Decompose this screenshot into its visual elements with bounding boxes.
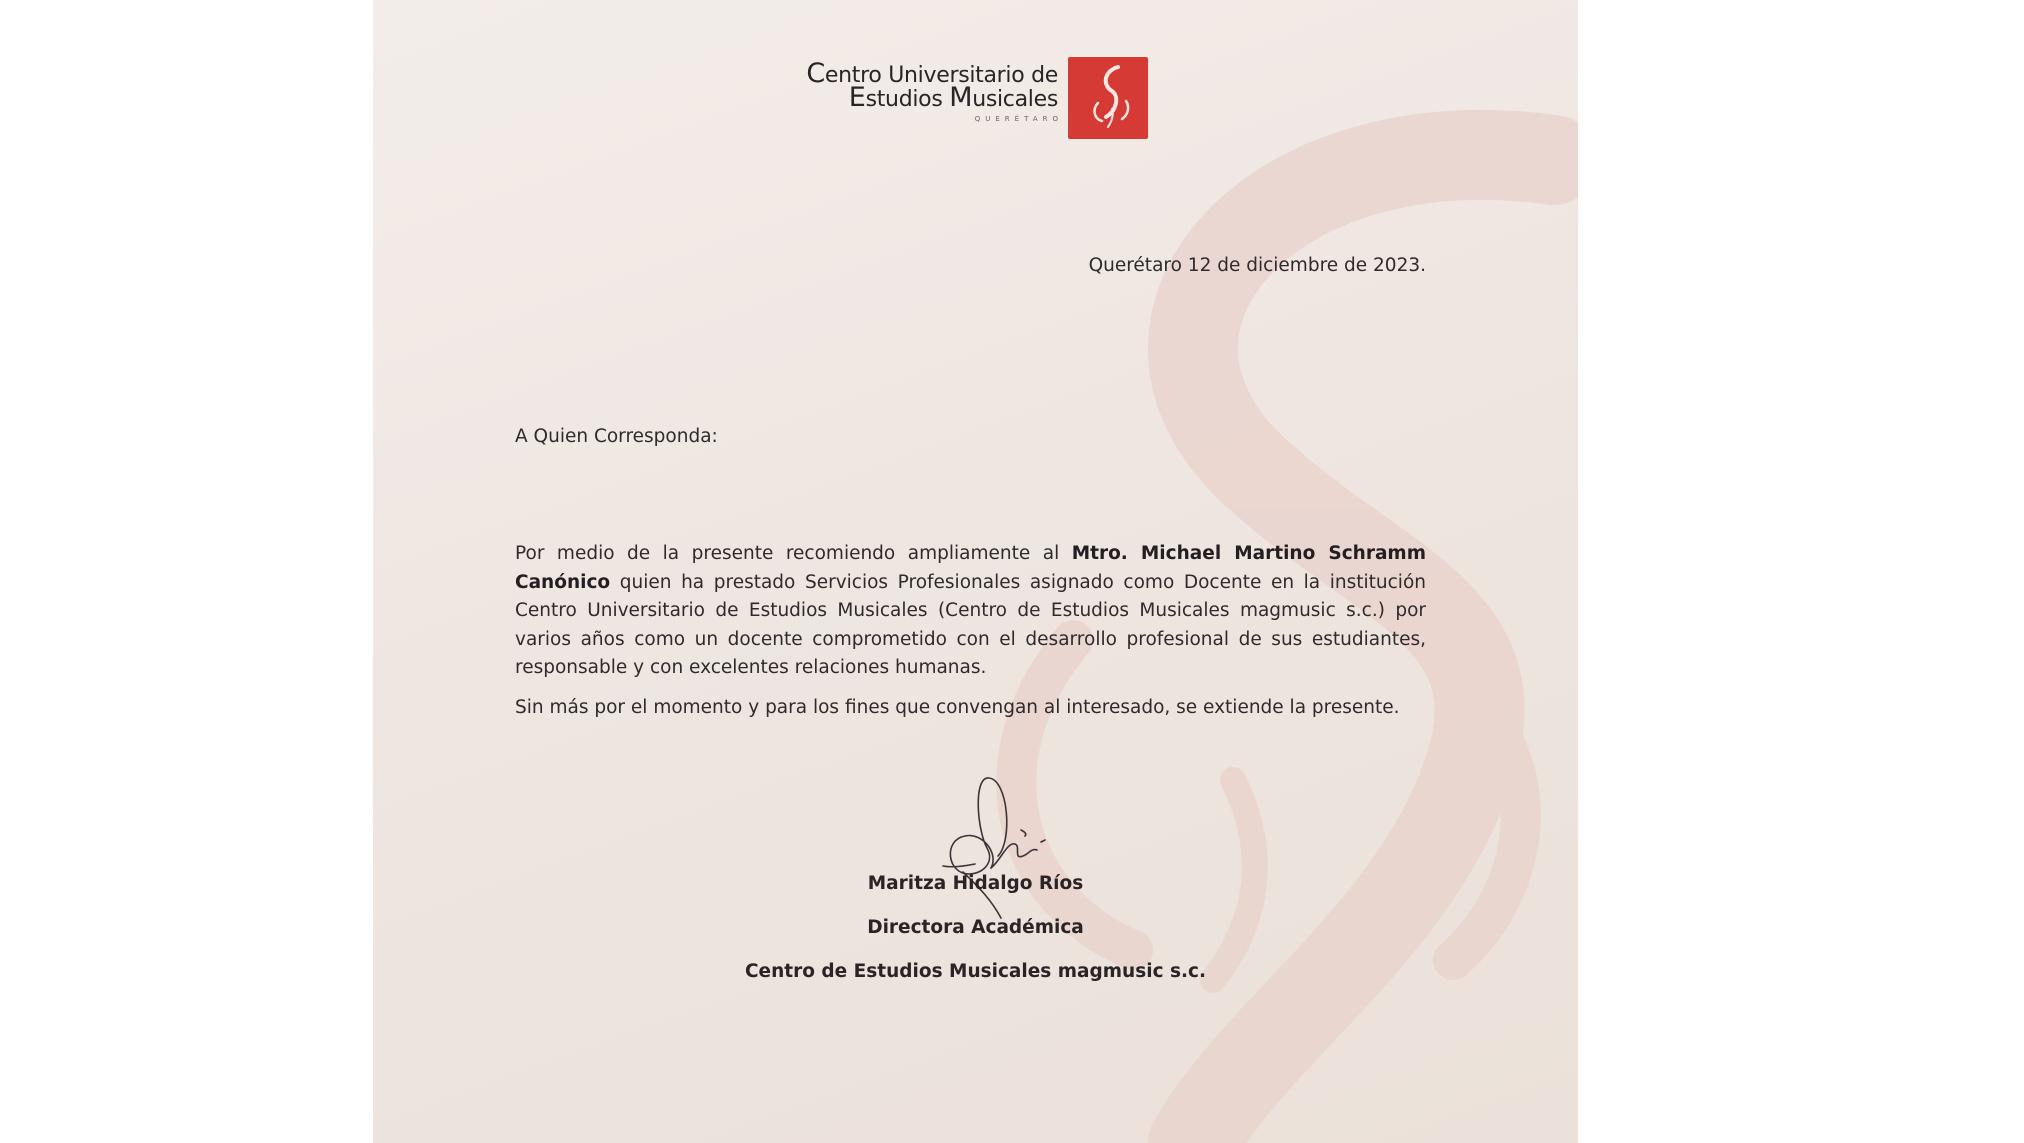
letterhead-line1: entro Universitario de [824, 63, 1058, 88]
recommended-person-name: Mtro. Michael Martino Schramm Canónico [515, 543, 1426, 593]
signatory-name: Maritza Hidalgo Ríos [867, 873, 1084, 894]
letterhead-cap-c: C [806, 58, 825, 89]
musical-s-logo-icon [1068, 57, 1148, 139]
paragraph-rest: quien ha prestado Servicios Profesionales asignado como Docente en la institución Centro Universitario de Estudios Musicales (Centro de Estudios Musicales magmusic s.c.) por varios años como un docente comprometido con el desarrollo profesional de sus estudiantes, responsable y con excelentes relaciones humanas. [515, 571, 1426, 678]
institution-name [806, 58, 1063, 123]
letterhead-city: QUERÉTARO [974, 115, 1063, 123]
letter-page [373, 0, 1578, 1143]
recommendation-paragraph [515, 540, 1426, 683]
paragraph-intro: Por medio de la presente recomiendo ampliamente al [515, 543, 1072, 564]
closing-line: Sin más por el momento y para los fines que convengan al interesado, se extiende la presente. [515, 697, 1400, 718]
signatory-title: Directora Académica [867, 917, 1084, 938]
letterhead-line2-rest: usicales [972, 87, 1058, 112]
signatory-organization: Centro de Estudios Musicales magmusic s.c. [744, 961, 1207, 982]
letterhead-cap-m: M [949, 82, 973, 113]
handwritten-signature [903, 770, 1063, 920]
letter-date: Querétaro 12 de diciembre de 2023. [1088, 255, 1426, 276]
letterhead [803, 57, 1148, 141]
salutation: A Quien Corresponda: [515, 426, 718, 447]
letterhead-line2-mid: studios [865, 87, 950, 112]
letterhead-cap-e: E [848, 82, 866, 113]
